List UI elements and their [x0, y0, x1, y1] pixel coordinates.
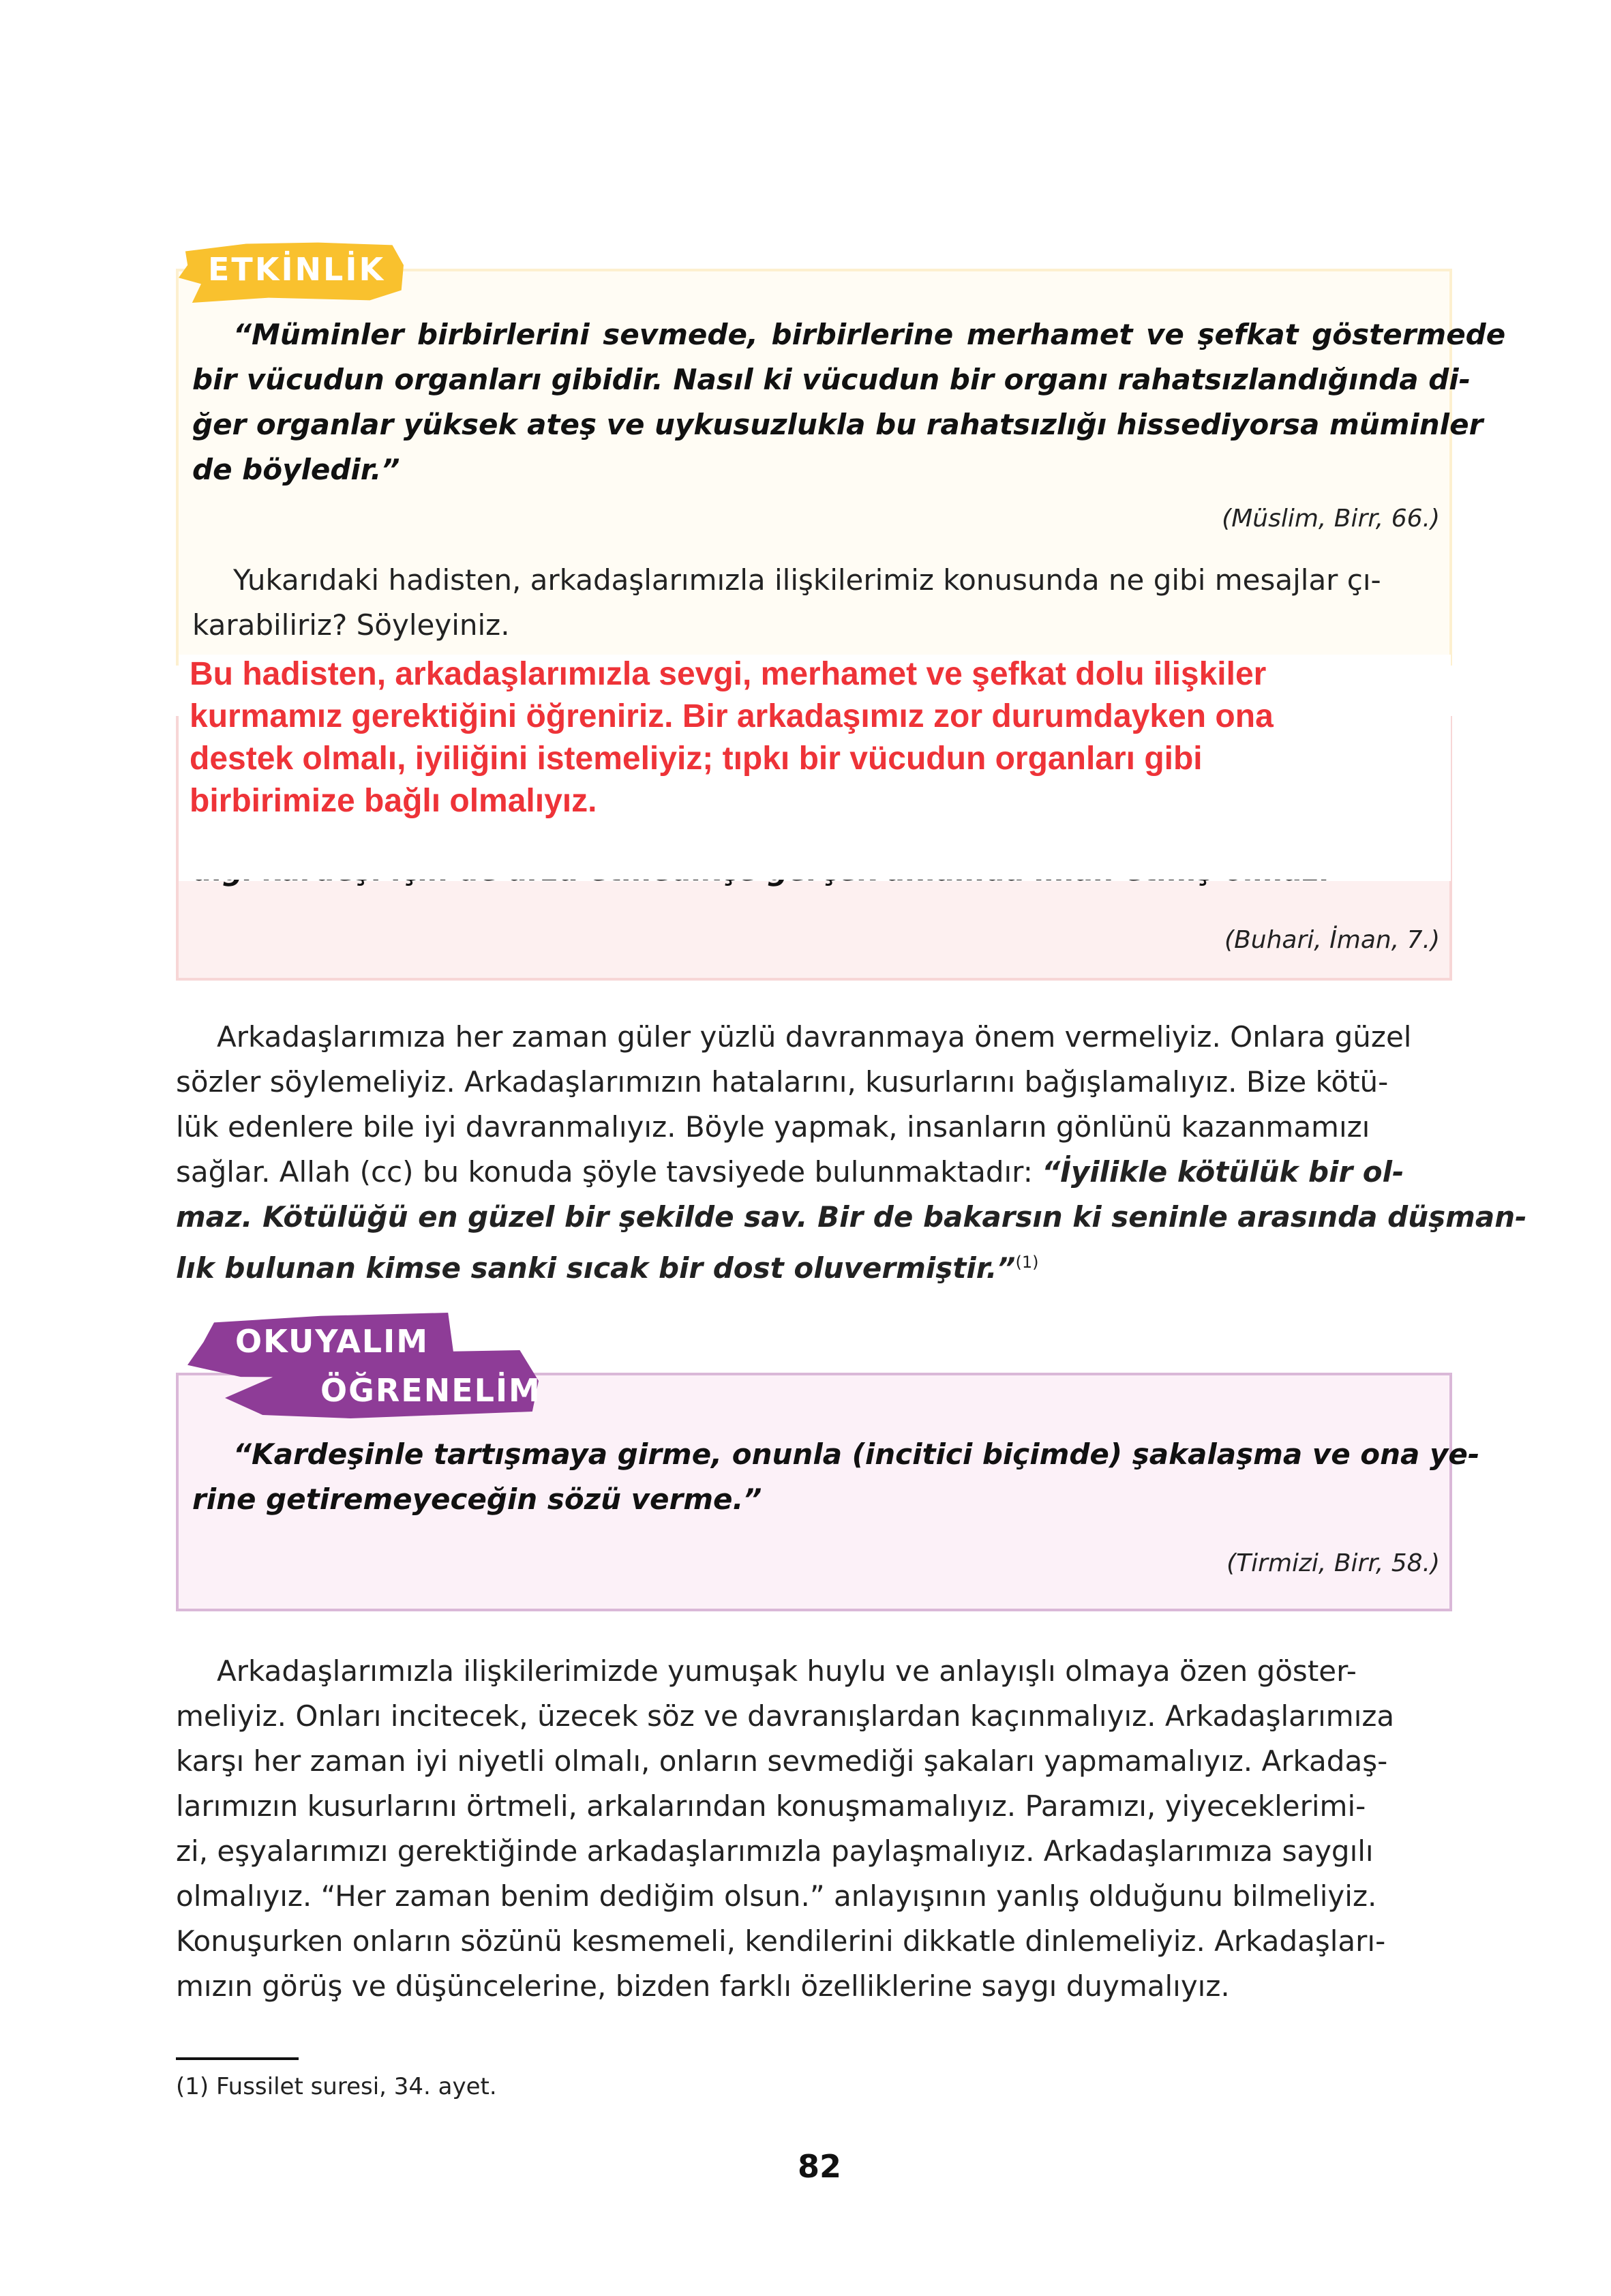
activity-hadith: “Müminler birbirlerini sevmede, birbirlerine merhamet ve şefkat göstermede bir vücudun organları gibidir. Nasıl ki vücudun bir organı rahatsızlandığında di- ğer organlar yüksek ateş ve uykusuzlukla bu rahatsızlığı hissediyorsa müminler de böyledir.” [192, 318, 1506, 486]
paragraph-2: Arkadaşlarımızla ilişkilerimizde yumuşak huylu ve anlayışlı olmaya özen göster- meliyiz. Onları incitecek, üzecek söz ve davranışlardan kaçınmalıyız. Arkadaşlarımıza karşı her zaman iyi niyetli olmalı, onların sevmediği şakaları yapmamalıyız. Arkadaş- larımızın kusurlarını örtmeli, arkalarından konuşmamalıyız. Paramızı, yiyeceklerimi- zi, eşyalarımızı gerektiğinde arkadaşlarımızla paylaşmalıyız. Arkadaşlarımıza saygılı olmalıyız. “Her zaman benim dediğim olsun.” anlayışının yanlış olduğunu bilmeliyiz. Konuşurken onların sözünü kesmemeli, kendilerini dikkatle dinlemeliyiz. Arkadaşları- mızın görüş ve düşüncelerine, bizden farklı özelliklerine saygı duymalıyız. [176, 1654, 1395, 2003]
hadith-box-citation: (Buhari, İman, 7.) [1224, 926, 1440, 954]
read-learn-hadith: “Kardeşinle tartışmaya girme, onunla (incitici biçimde) şakalaşma ve ona ye- rine getiremeyeceğin sözü verme.” [192, 1437, 1480, 1516]
quran-quote: “İyilikle kötülük bir ol- [1042, 1155, 1404, 1189]
activity-question: Yukarıdaki hadisten, arkadaşlarımızla ilişkilerimiz konusunda ne gibi mesajlar çı- karabiliriz? Söyleyiniz. [192, 563, 1381, 642]
read-learn-citation: (Tirmizi, Birr, 58.) [1226, 1549, 1440, 1577]
footnote: (1) Fussilet suresi, 34. ayet. [176, 2073, 497, 2100]
activity-banner-label: ETKİNLİK [208, 251, 386, 288]
read-learn-banner-line1: OKUYALIM [235, 1323, 430, 1360]
paragraph-1: Arkadaşlarımıza her zaman güler yüzlü davranmaya önem vermeliyiz. Onlara güzel sözler söylemeliyiz. Arkadaşlarımızın hatalarını, kusurlarını bağışlamalıyız. Bize kötü- lük edenlere bile iyi davranmalıyız. Böyle yapmak, insanların gönlünü kazanmamızı sağlar. Allah (cc) bu konuda şöyle tavsiyede bulunmaktadır: “İyilikle kötülük bir ol- maz. Kötülüğü en güzel bir şekilde sav. Bir de bakarsın ki seninle arasında düşman- lık bulunan kimse sanki sıcak bir dost oluvermiştir.”$^{(1)}$ [176, 1020, 1527, 1285]
footnote-reference[interactable]: (1) [1015, 1253, 1039, 1272]
footnote-divider [176, 2057, 299, 2060]
activity-answer: Bu hadisten, arkadaşlarımızla sevgi, merhamet ve şefkat dolu ilişkiler kurmamız gerektiğini öğreniriz. Bir arkadaşımız zor durumdayken ona destek olmalı, iyiliğini istemeliyiz; tıpkı bir vücudun organları gibi birbirimize bağlı olmalıyız. [190, 656, 1274, 819]
page-number: 82 [798, 2148, 842, 2185]
read-learn-banner-line2: ÖĞRENELİM [320, 1372, 541, 1409]
activity-citation: (Müslim, Birr, 66.) [1222, 505, 1440, 533]
